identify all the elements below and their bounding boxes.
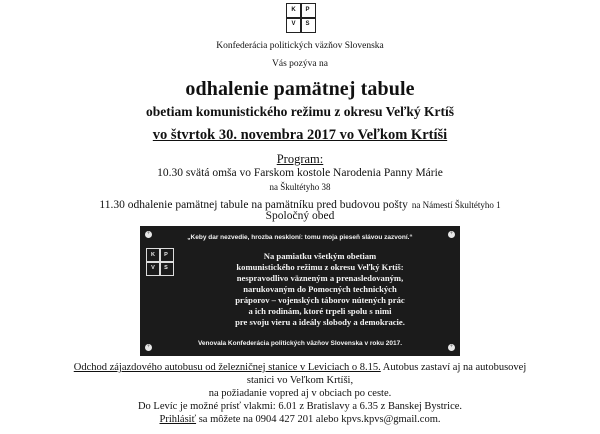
program-item-mass-address: na Škultétyho 38 xyxy=(269,182,331,192)
logo-letter: S xyxy=(305,21,310,27)
plaque-line: a ich rodinám, ktoré trpeli spolu s nimi xyxy=(248,306,392,316)
bus-departure: Odchod zájazdového autobusu od železničnej stanice v Leviciach o 8.15. xyxy=(73,362,381,373)
logo-letter: V xyxy=(291,21,296,27)
plaque-line: komunistického režimu z okresu Veľký Krtíš: xyxy=(236,262,404,272)
registration-contact: sa môžete na 0904 427 201 alebo kpvs.kpvs@gmail.com. xyxy=(196,414,441,425)
organization-name: Konfederácia politických väzňov Slovenska xyxy=(216,41,384,51)
registration-label: Prihlásiť xyxy=(159,414,197,425)
memorial-plaque xyxy=(140,226,460,356)
plaque-screw-icon: + xyxy=(146,344,151,350)
logo-letter: K xyxy=(291,7,296,13)
plaque-logo-letter: V xyxy=(151,265,155,271)
registration-line xyxy=(0,414,600,425)
program-item-unveiling-address: na Námestí Škultétyho 1 xyxy=(411,200,501,210)
train-info-line: Do Levíc je možné prísť vlakmi: 6.01 z Bratislavy a 6.35 z Banskej Bystrice. xyxy=(137,401,463,412)
plaque-logo-letter: K xyxy=(151,252,155,258)
program-item-unveiling: 11.30 odhalenie pamätnej tabule na pamätníku pred budovou pošty xyxy=(99,199,408,211)
plaque-footer: Venovala Konfederácia politických väzňov Slovenska v roku 2017. xyxy=(197,340,403,347)
plaque-line: práporov – vojenských táborov nútených prác xyxy=(235,295,405,305)
bus-departure-line xyxy=(0,362,600,373)
plaque-screw-icon: + xyxy=(449,344,454,350)
logo-letter: P xyxy=(305,7,310,13)
plaque-line: pre svoju vieru a ideály slobody a demokracie. xyxy=(235,317,405,327)
program-item-lunch: Spoločný obed xyxy=(265,210,335,222)
program-item-mass: 10.30 svätá omša vo Farskom kostole Narodenia Panny Márie xyxy=(157,167,443,179)
plaque-line: Na pamiatku všetkým obetiam xyxy=(263,251,377,261)
kpvs-logo xyxy=(286,3,316,33)
event-date: vo štvrtok 30. novembra 2017 vo Veľkom Krtíši xyxy=(152,127,448,143)
event-subtitle: obetiam komunistického režimu z okresu Veľký Krtíš xyxy=(145,104,455,119)
plaque-screw-icon: + xyxy=(146,231,151,237)
plaque-line: nespravodlivo väzneným a prenasledovaným, xyxy=(236,273,404,283)
plaque-screw-icon: + xyxy=(449,231,454,237)
bus-station-line: stanici vo Veľkom Krtíši, xyxy=(246,375,354,386)
event-title: odhalenie pamätnej tabule xyxy=(185,78,415,100)
bus-request-line: na požiadanie vopred aj v obciach po ceste. xyxy=(208,388,392,399)
plaque-logo-letter: P xyxy=(164,252,168,258)
plaque-line: narukovaným do Pomocných technických xyxy=(243,284,397,294)
plaque-logo xyxy=(146,248,174,276)
plaque-logo-letter: S xyxy=(164,265,168,271)
invite-text: Vás pozýva na xyxy=(272,59,328,69)
bus-stop-note: Autobus zastaví aj na autobusovej xyxy=(380,362,527,373)
program-heading: Program: xyxy=(276,152,324,166)
plaque-quote: „Keby dar nezvedie, hrozba neskloní: tomu moja pieseň slávou zazvoní.“ xyxy=(187,234,413,241)
